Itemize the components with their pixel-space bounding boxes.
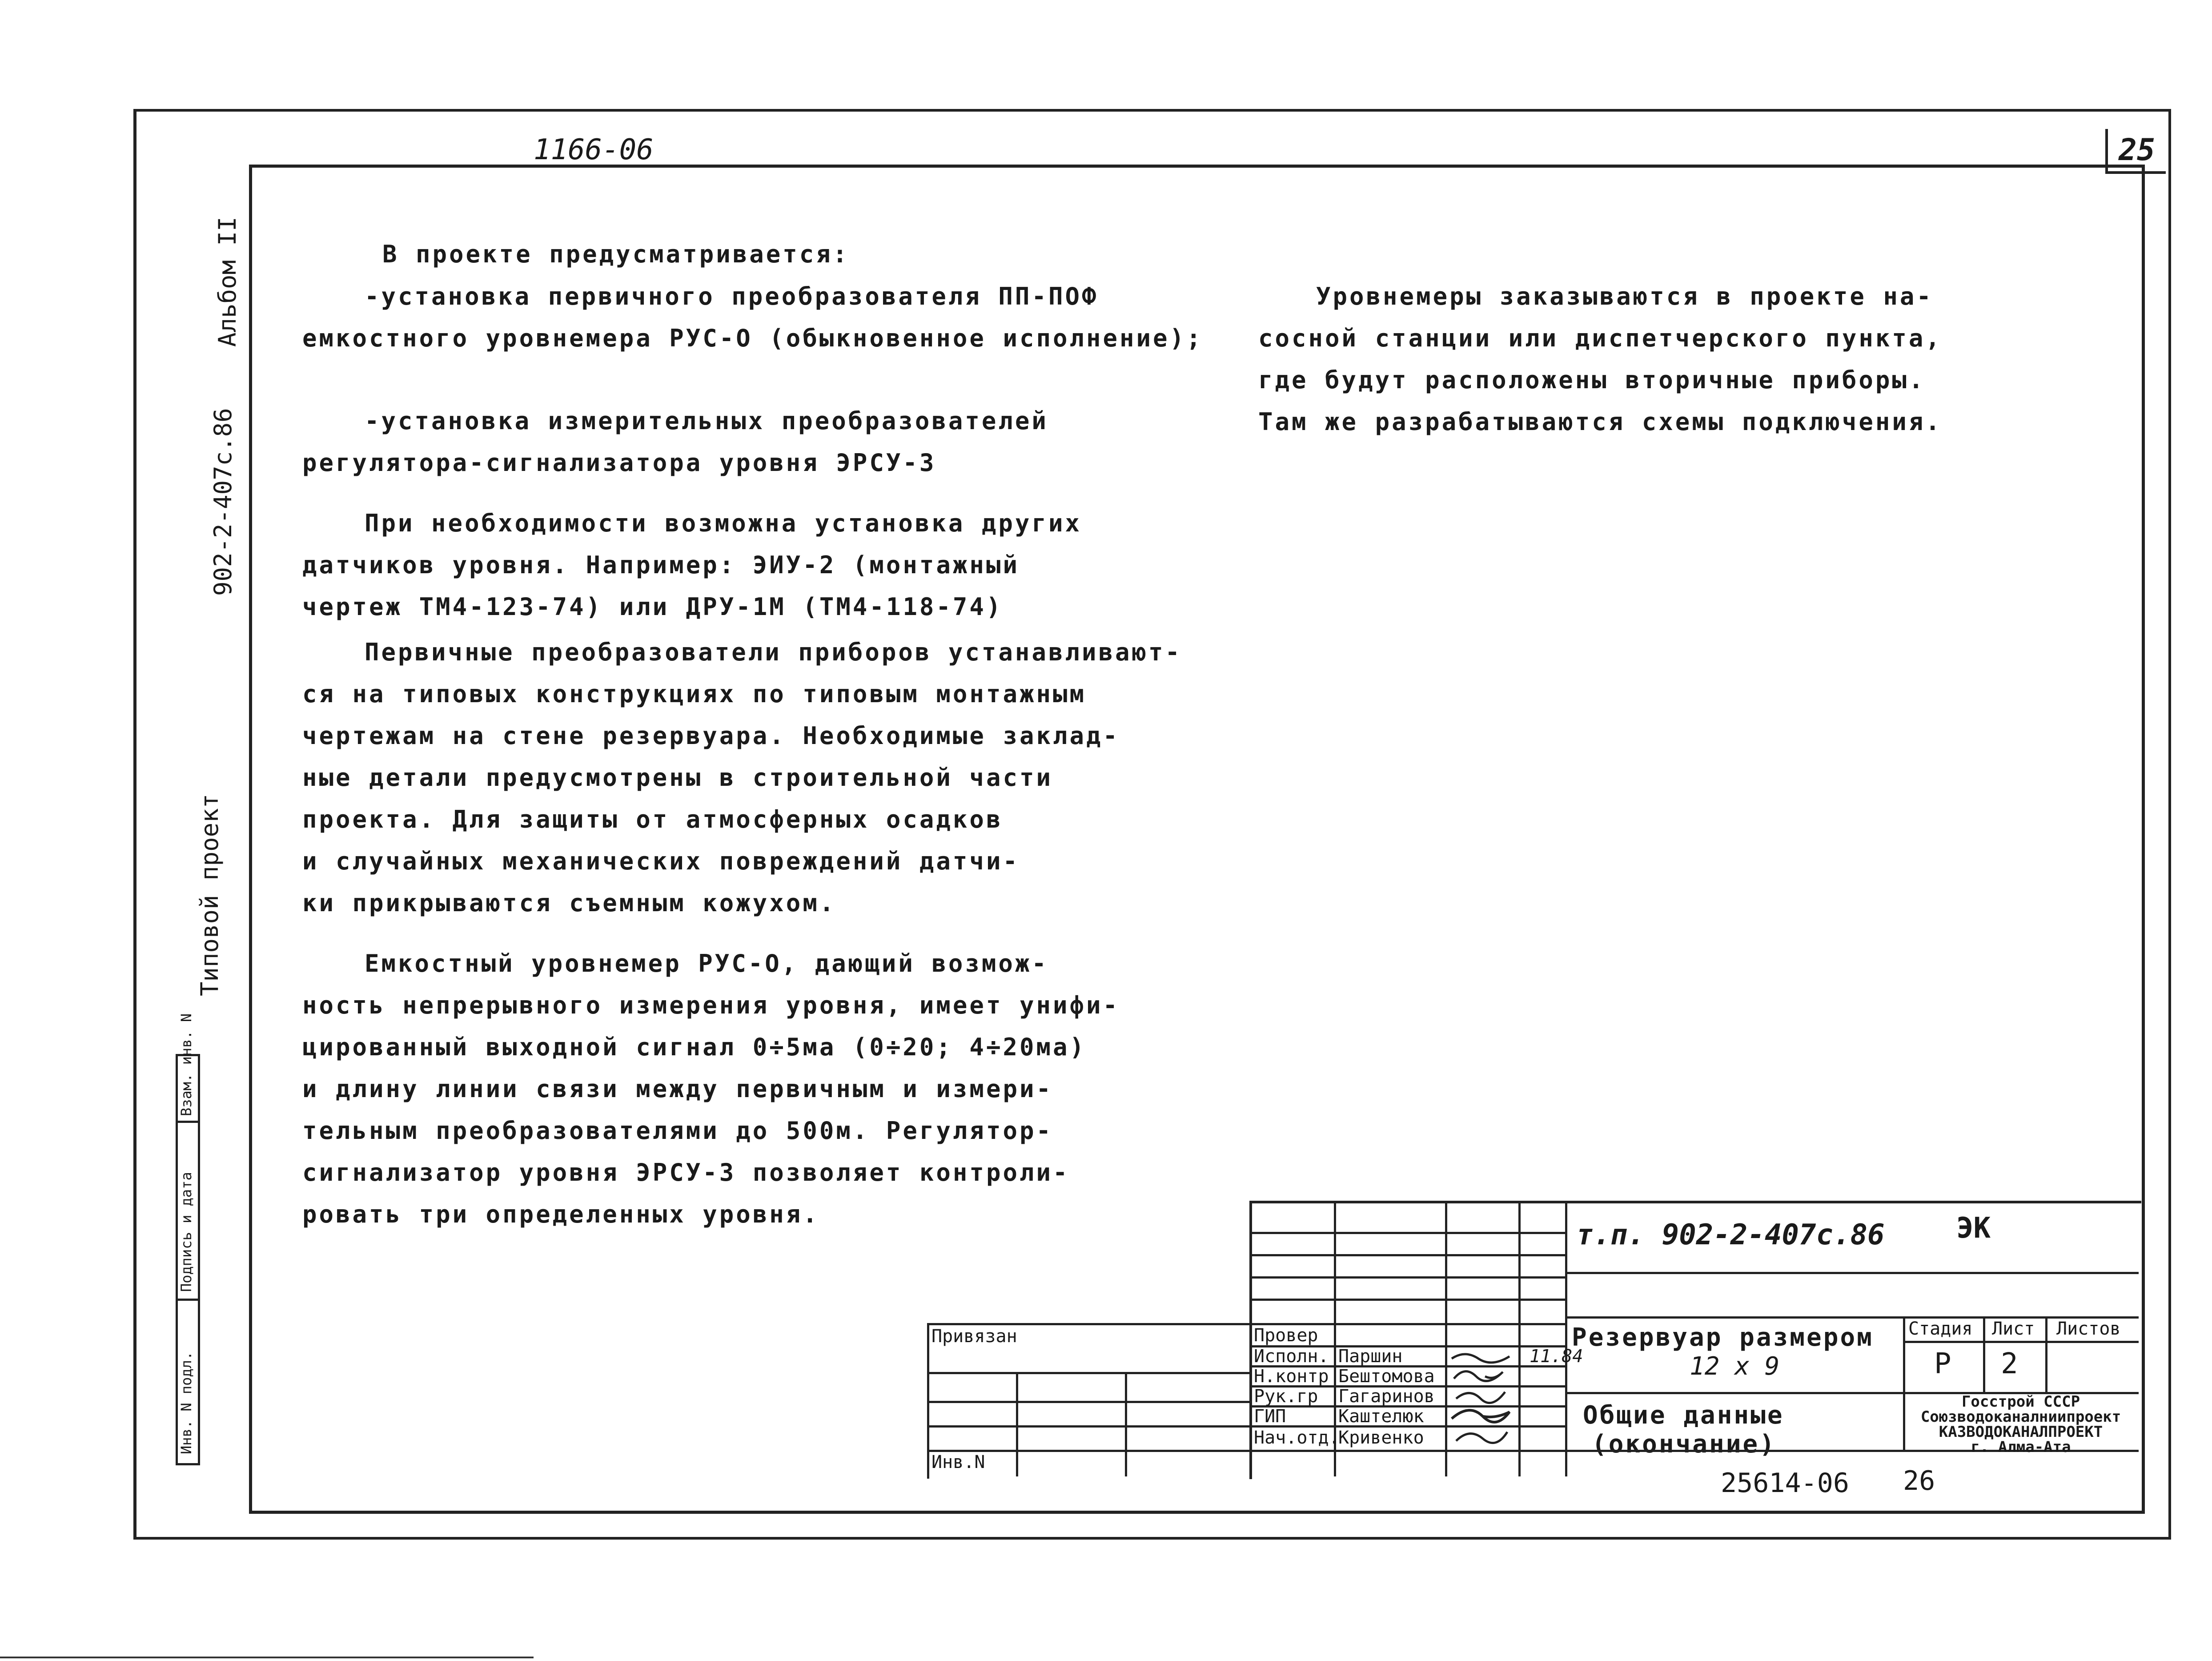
- spine-album: Альбом II: [213, 217, 241, 347]
- role-4: Рук.гр: [1254, 1386, 1318, 1407]
- spine-code: 902-2-407с.86: [209, 408, 237, 596]
- role-3: Н.контр: [1254, 1366, 1329, 1387]
- stage-header: Стадия: [1908, 1319, 1973, 1339]
- date: 11.84: [1530, 1346, 1583, 1367]
- sheet-number: 25: [2119, 133, 2155, 168]
- sheet-subtitle: (окончание): [1592, 1430, 1776, 1459]
- signatures: [1447, 1345, 1518, 1452]
- paragraph-level-gauge: Емкостный уровнемер РУС-О, дающий возмож- ность непрерывного измерения уровня, имеет унифи- цированный выходной сигнал 0÷5ма (0÷20; 4÷20ма) и длину линии связи между первичным и измери- тельным преобразователями до 500м. Регулятор- сигнализатор уровня ЭРСУ-3 позволяет контроли- ровать три определенных уровня.: [302, 949, 1120, 1228]
- sheet-header: Лист: [1992, 1319, 2035, 1339]
- bottom-edge-line: [0, 1657, 534, 1658]
- sheets-header: Листов: [2056, 1319, 2121, 1339]
- paragraph-item-1: -установка первичного преобразователя ПП-ПОФ емкостного уровнемера РУС-О (обыкновенное исполнение);: [302, 282, 1203, 352]
- inv-label: Инв.N: [931, 1452, 985, 1472]
- role-6: Нач.отд.: [1254, 1428, 1340, 1448]
- object-size: 12 х 9: [1690, 1352, 1780, 1381]
- org-line-4: г. Алма-Ата: [1971, 1438, 2071, 1456]
- org-line-2: Союзводоканалниипроект: [1920, 1408, 2121, 1426]
- name-3: Бештомова: [1338, 1366, 1435, 1387]
- role-5: ГИП: [1254, 1406, 1286, 1427]
- sheet-number-box: [2105, 129, 2166, 174]
- paragraph-mounting: Первичные преобразователи приборов устанавливают- ся на типовых конструкциях по типовым монтажным чертежам на стене резервуара. Необходимые заклад- ные детали предусмотрены в строительной части проекта. Для защиты от атмосферных осадков и случайных механических повреждений датчи- ки прикрываются съемным кожухом.: [302, 638, 1182, 917]
- paragraph-ordering: Уровнемеры заказываются в проекте на- сосной станции или диспетчерского пункта, где будут расположены вторичные приборы. Там же разрабатываются схемы подключения.: [1258, 282, 1942, 436]
- object-name: Резервуар размером: [1572, 1323, 1874, 1352]
- spine-stamp-label-2: Подпись и дата: [178, 1172, 195, 1292]
- name-2: Паршин: [1338, 1346, 1403, 1367]
- spine-stamp-label-1: Инв. N подл.: [178, 1351, 195, 1454]
- name-5: Каштелюк: [1338, 1406, 1424, 1427]
- paragraph-intro: В проекте предусматривается:: [382, 240, 850, 268]
- footer-number: 25614-06: [1721, 1468, 1849, 1499]
- paragraph-item-2: -установка измерительных преобразователей регулятора-сигнализатора уровня ЭРСУ-3: [302, 407, 1048, 477]
- role-2: Исполн.: [1254, 1346, 1329, 1367]
- footer-page: 26: [1903, 1465, 1935, 1496]
- role-1: Провер: [1254, 1325, 1318, 1346]
- spine-title: Типовой проект: [196, 793, 224, 996]
- stage-value: Р: [1934, 1347, 1951, 1380]
- sheet-value: 2: [2001, 1347, 2018, 1380]
- paragraph-sensors: При необходимости возможна установка других датчиков уровня. Например: ЭИУ-2 (монтажный чертеж ТМ4-123-74) или ДРУ-1М (ТМ4-118-74): [302, 509, 1082, 621]
- organization: [1905, 1394, 2136, 1455]
- spine-stamp-label-3: Взам. инв. N: [178, 1013, 195, 1116]
- name-4: Гагаринов: [1338, 1386, 1435, 1407]
- doc-code: т.п. 902-2-407с.86: [1576, 1219, 1885, 1251]
- org-line-3: КАЗВОДОКАНАЛПРОЕКТ: [1939, 1423, 2103, 1441]
- doc-mark: ЭК: [1956, 1212, 1991, 1245]
- org-line-1: Госстрой СССР: [1961, 1393, 2080, 1411]
- name-6: Кривенко: [1338, 1428, 1424, 1448]
- top-code: 1166-06: [534, 133, 654, 166]
- bound-label: Привязан: [931, 1326, 1017, 1347]
- sheet-title: Общие данные: [1583, 1401, 1784, 1430]
